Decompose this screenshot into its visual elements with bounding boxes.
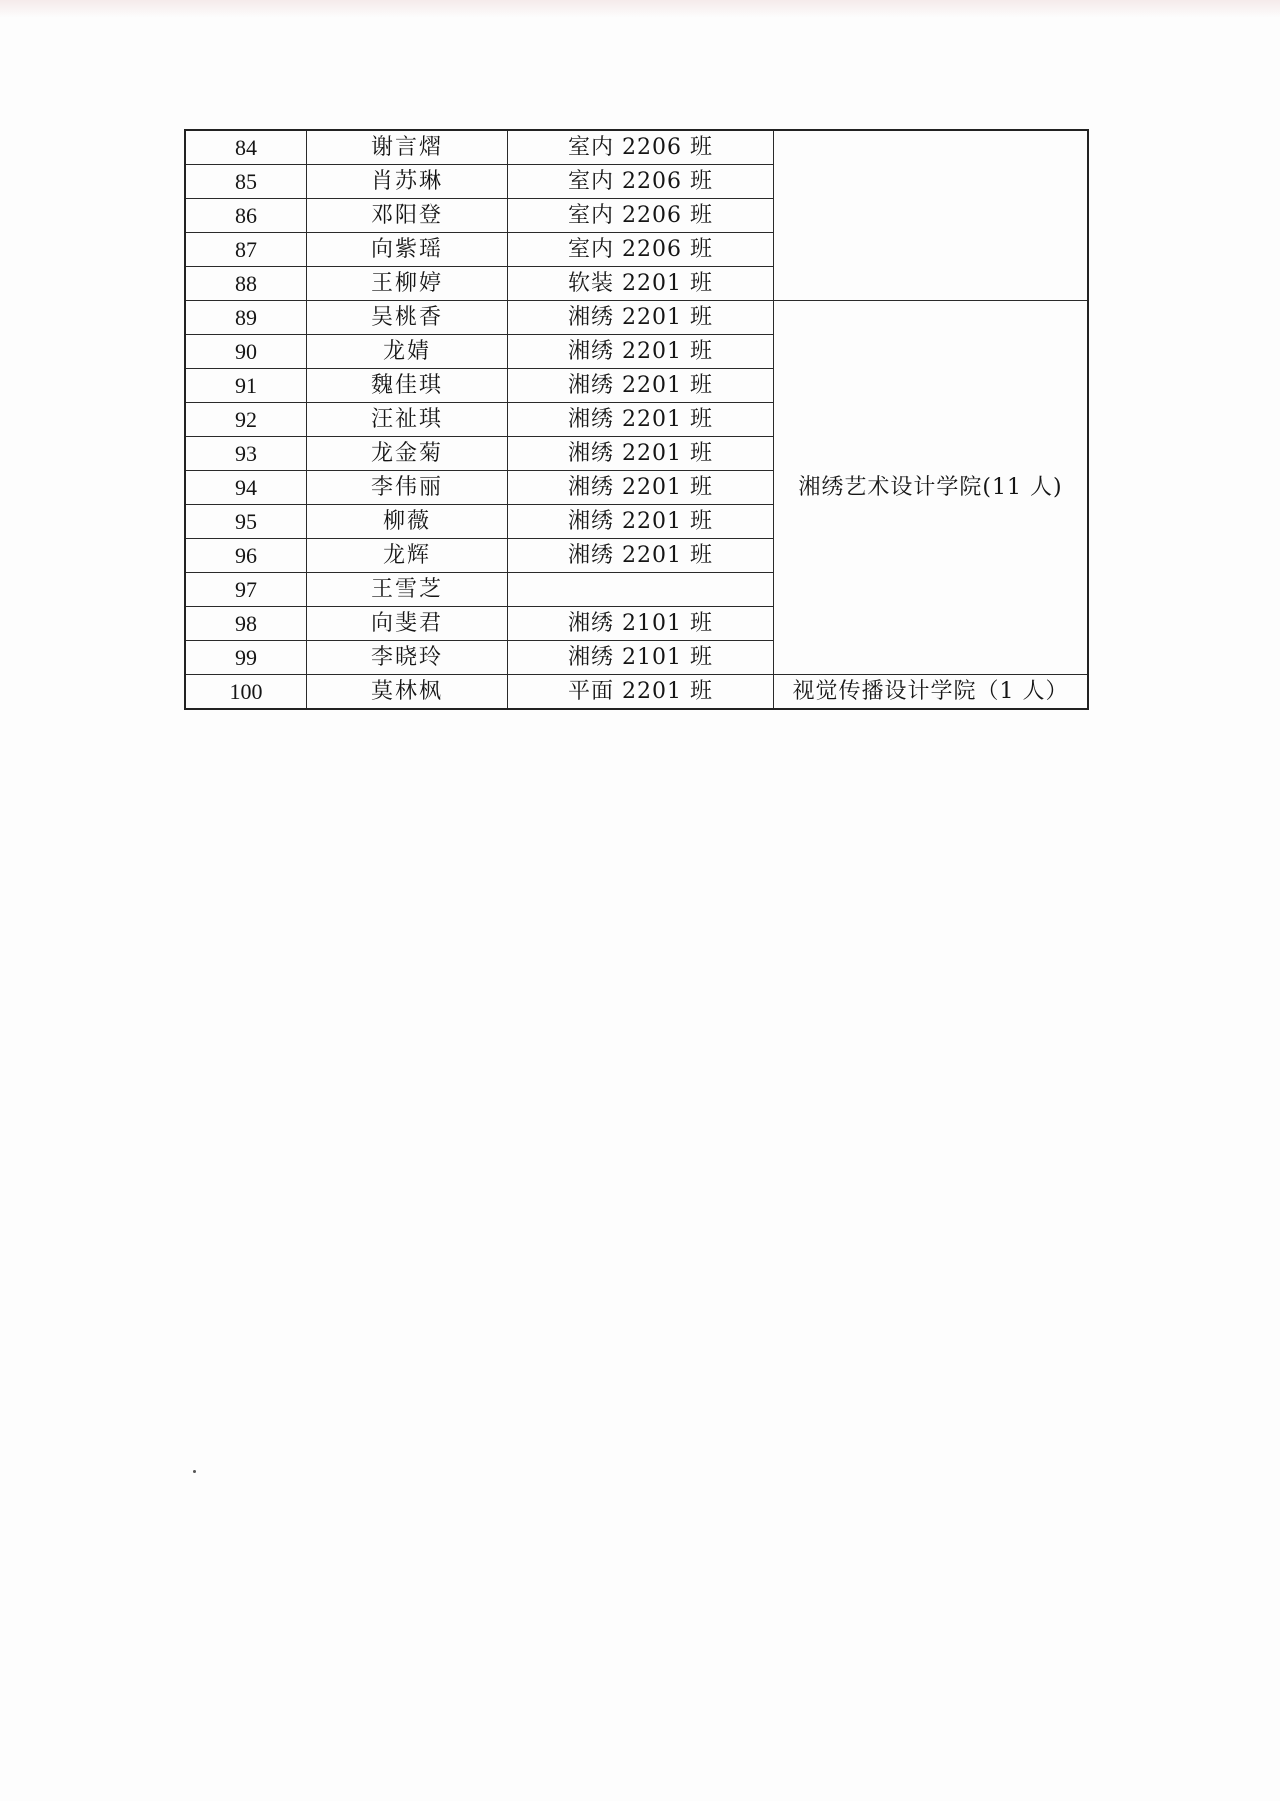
student-name: 龙金菊 [307, 437, 508, 471]
student-name: 李晓玲 [307, 641, 508, 675]
class-name: 湘绣 2201 班 [508, 403, 774, 437]
table-row [185, 301, 1088, 335]
row-number: 86 [185, 199, 307, 233]
class-name: 室内 2206 班 [508, 199, 774, 233]
row-number: 100 [185, 675, 307, 710]
student-name: 王柳婷 [307, 267, 508, 301]
student-name: 龙婧 [307, 335, 508, 369]
class-name: 软装 2201 班 [508, 267, 774, 301]
class-name: 湘绣 2201 班 [508, 369, 774, 403]
student-name: 柳薇 [307, 505, 508, 539]
student-name: 向斐君 [307, 607, 508, 641]
row-number: 91 [185, 369, 307, 403]
row-number: 92 [185, 403, 307, 437]
class-name: 室内 2206 班 [508, 130, 774, 165]
college-cell: 视觉传播设计学院（1 人） [774, 675, 1089, 710]
class-name: 室内 2206 班 [508, 165, 774, 199]
row-number: 85 [185, 165, 307, 199]
roster-table [184, 129, 1089, 710]
class-name [508, 573, 774, 607]
student-name: 邓阳登 [307, 199, 508, 233]
student-name: 谢言熠 [307, 130, 508, 165]
student-name: 向紫瑶 [307, 233, 508, 267]
row-number: 99 [185, 641, 307, 675]
row-number: 95 [185, 505, 307, 539]
class-name: 湘绣 2201 班 [508, 471, 774, 505]
scan-top-edge [0, 0, 1280, 18]
class-name: 湘绣 2101 班 [508, 641, 774, 675]
row-number: 89 [185, 301, 307, 335]
row-number: 97 [185, 573, 307, 607]
class-name: 室内 2206 班 [508, 233, 774, 267]
student-name: 魏佳琪 [307, 369, 508, 403]
student-name: 李伟丽 [307, 471, 508, 505]
row-number: 98 [185, 607, 307, 641]
row-number: 87 [185, 233, 307, 267]
class-name: 平面 2201 班 [508, 675, 774, 710]
college-cell [774, 130, 1089, 301]
student-name: 莫林枫 [307, 675, 508, 710]
class-name: 湘绣 2201 班 [508, 539, 774, 573]
row-number: 88 [185, 267, 307, 301]
row-number: 94 [185, 471, 307, 505]
class-name: 湘绣 2201 班 [508, 437, 774, 471]
class-name: 湘绣 2101 班 [508, 607, 774, 641]
table-row [185, 130, 1088, 165]
student-name: 吴桃香 [307, 301, 508, 335]
class-name: 湘绣 2201 班 [508, 505, 774, 539]
table-row [185, 675, 1088, 710]
scan-speck [193, 1470, 196, 1473]
class-name: 湘绣 2201 班 [508, 335, 774, 369]
class-name: 湘绣 2201 班 [508, 301, 774, 335]
college-cell: 湘绣艺术设计学院(11 人) [774, 301, 1089, 675]
row-number: 93 [185, 437, 307, 471]
student-name: 汪祉琪 [307, 403, 508, 437]
row-number: 84 [185, 130, 307, 165]
student-name: 王雪芝 [307, 573, 508, 607]
row-number: 90 [185, 335, 307, 369]
student-name: 肖苏琳 [307, 165, 508, 199]
row-number: 96 [185, 539, 307, 573]
student-name: 龙辉 [307, 539, 508, 573]
